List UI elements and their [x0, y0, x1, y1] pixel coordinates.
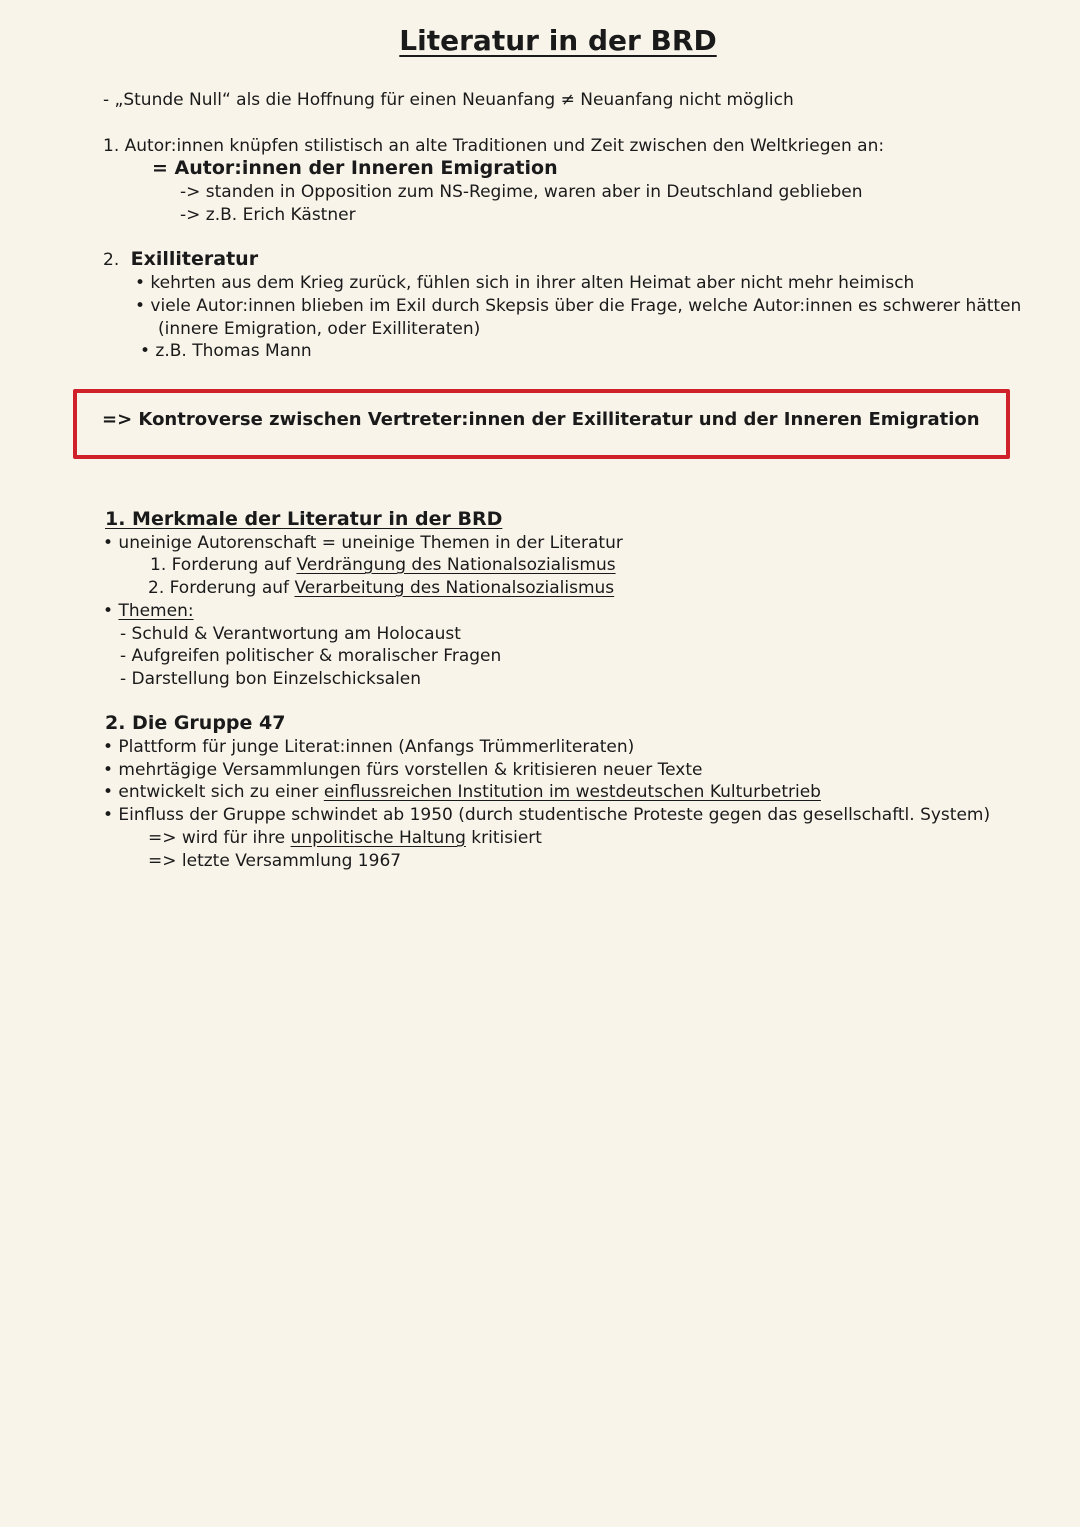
gruppe-result1-prefix: => wird für ihre	[148, 828, 291, 848]
section2-bullet2: • viele Autor:innen blieben im Exil durch Skepsis über die Frage, welche Autor:innen es schwerer hätten	[135, 296, 1022, 316]
section2-number: 2.	[103, 250, 120, 270]
highlight-box-text: => Kontroverse zwischen Vertreter:innen der Exilliteratur und der Inneren Emigration	[102, 409, 980, 430]
section2-bullet3: • z.B. Thomas Mann	[140, 341, 312, 361]
section1-sub2: -> z.B. Erich Kästner	[180, 205, 356, 225]
gruppe-result1-suffix: kritisiert	[465, 828, 542, 848]
forderung1-prefix: 1. Forderung auf	[150, 555, 297, 575]
gruppe-bullet3	[103, 781, 821, 803]
intro-line: - „Stunde Null“ als die Hoffnung für einen Neuanfang ≠ Neuanfang nicht möglich	[103, 90, 794, 110]
gruppe-result1-underlined: unpolitische Haltung	[290, 828, 466, 848]
merkmale-forderung2	[148, 577, 614, 599]
gruppe-bullet4: • Einfluss der Gruppe schwindet ab 1950 (durch studentische Proteste gegen das gesellschaftl. System)	[103, 805, 991, 825]
merkmale-bullet1: • uneinige Autorenschaft = uneinige Themen in der Literatur	[103, 533, 623, 553]
section2-heading	[103, 248, 258, 271]
gruppe-bullet1: • Plattform für junge Literat:innen (Anfangs Trümmerliteraten)	[103, 737, 635, 757]
section2-title: Exilliteratur	[130, 248, 259, 270]
section2-bullet1: • kehrten aus dem Krieg zurück, fühlen sich in ihrer alten Heimat aber nicht mehr heimisch	[135, 273, 915, 293]
merkmale-heading: 1. Merkmale der Literatur in der BRD	[105, 508, 503, 530]
forderung1-underlined: Verdrängung des Nationalsozialismus	[296, 555, 616, 575]
gruppe-result1	[148, 827, 542, 849]
page-title: Literatur in der BRD	[399, 24, 717, 57]
gruppe-bullet2: • mehrtägige Versammlungen fürs vorstellen & kritisieren neuer Texte	[103, 760, 703, 780]
gruppe-result2: => letzte Versammlung 1967	[148, 851, 402, 871]
gruppe-heading: 2. Die Gruppe 47	[105, 712, 286, 734]
section1-line: 1. Autor:innen knüpfen stilistisch an alte Traditionen und Zeit zwischen den Weltkriegen an:	[103, 136, 885, 156]
section1-sub1: -> standen in Opposition zum NS-Regime, waren aber in Deutschland geblieben	[180, 182, 863, 202]
themen-item3: - Darstellung bon Einzelschicksalen	[120, 669, 422, 689]
forderung2-underlined: Verarbeitung des Nationalsozialismus	[294, 578, 615, 598]
section1-result: = Autor:innen der Inneren Emigration	[152, 157, 558, 179]
themen-item2: - Aufgreifen politischer & moralischer Fragen	[120, 646, 502, 666]
forderung2-prefix: 2. Forderung auf	[148, 578, 295, 598]
merkmale-forderung1	[150, 554, 616, 576]
gruppe-bullet3-underlined: einflussreichen Institution im westdeutschen Kulturbetrieb	[323, 782, 821, 802]
themen-text: Themen:	[118, 601, 194, 621]
themen-label	[103, 600, 194, 622]
gruppe-bullet3-prefix: • entwickelt sich zu einer	[103, 782, 324, 802]
themen-bullet: •	[103, 601, 119, 621]
section2-bullet2-cont: (innere Emigration, oder Exilliteraten)	[158, 319, 481, 339]
themen-item1: - Schuld & Verantwortung am Holocaust	[120, 624, 461, 644]
